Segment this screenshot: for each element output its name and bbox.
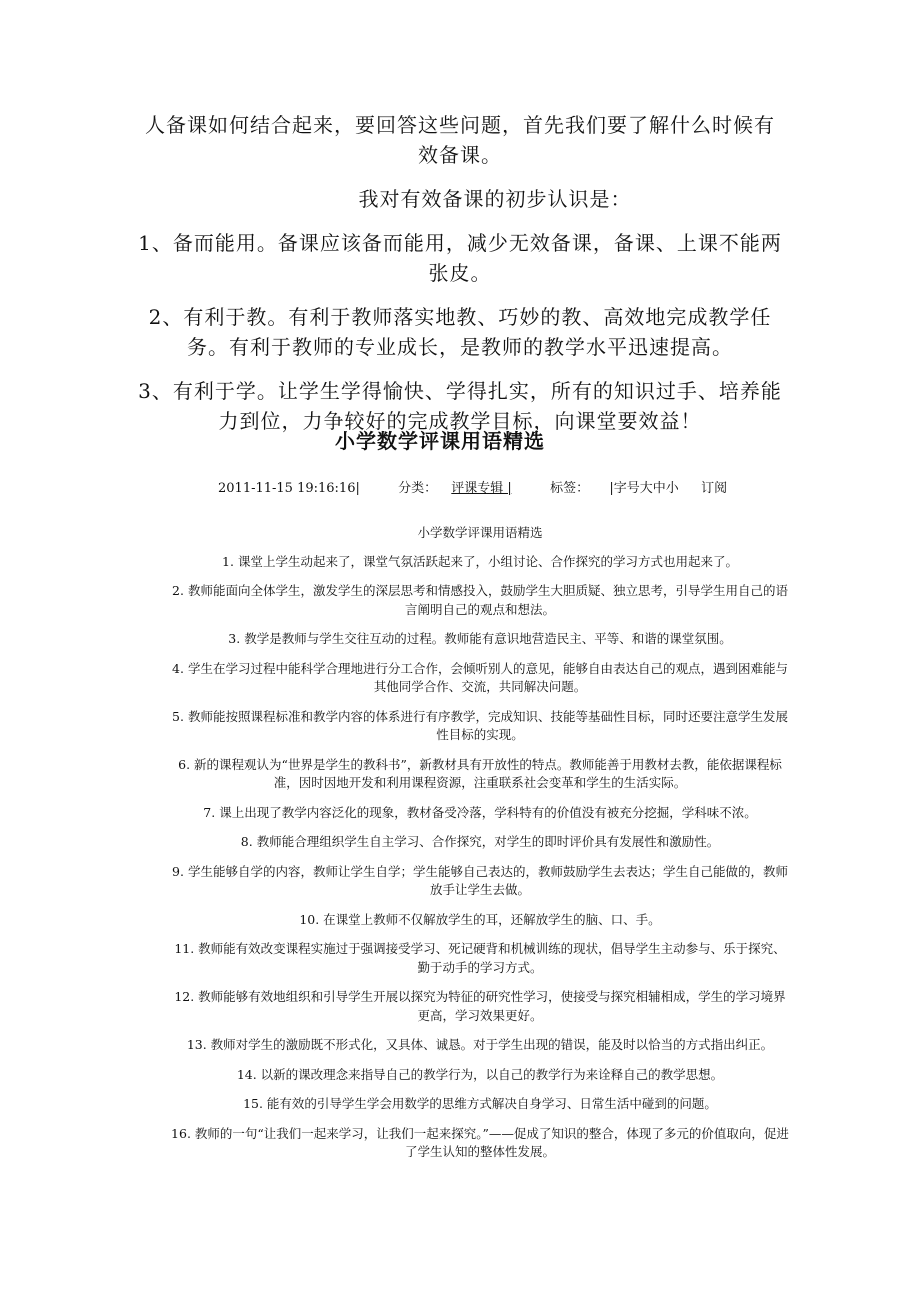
font-size-control[interactable]: |字号大中小 [609, 481, 679, 496]
point-item-3: 3、有利于学。让学生学得愉快、学得扎实，所有的知识过手、培养能力到位，力争较好的完成教学目标，向课堂要效益！ [138, 379, 782, 433]
article-body [170, 524, 790, 1173]
top-section [135, 110, 785, 450]
list-item: 3. 教学是教师与学生交往互动的过程。教师能有意识地营造民主、平等、和谐的课堂氛围。 [228, 631, 732, 646]
category-link[interactable]: 评课专辑 | [451, 481, 512, 496]
list-item: 6. 新的课程观认为“世界是学生的教科书”，新教材具有开放性的特点。教师能善于用教材去教，能依据课程标准，因时因地开发和利用课程资源，注重联系社会变革和学生的生活实际。 [178, 756, 782, 790]
subscribe-link[interactable]: 订阅 [701, 481, 728, 496]
list-item: 9. 学生能够自学的内容，教师让学生自学；学生能够自己表达的，教师鼓励学生去表达；学生自己能做的，教师放手让学生去做。 [172, 863, 788, 897]
lead-line: 我对有效备课的初步认识是： [358, 187, 632, 211]
tags-label: 标签： [550, 481, 590, 496]
list-item: 8. 教师能合理组织学生自主学习、合作探究，对学生的即时评价具有发展性和激励性。 [240, 834, 720, 849]
category-label: 分类： [398, 481, 438, 496]
point-item-1: 1、备而能用。备课应该备而能用，减少无效备课，备课、上课不能两张皮。 [138, 231, 782, 285]
article-subtitle: 小学数学评课用语精选 [417, 525, 543, 540]
list-item: 7. 课上出现了教学内容泛化的现象，教材备受冷落，学科特有的价值没有被充分挖掘，学科味不浓。 [203, 804, 757, 820]
list-item: 11. 教师能有效改变课程实施过于强调接受学习、死记硬背和机械训练的现状，倡导学生主动参与、乐于探究、勤于动手的学习方式。 [174, 941, 786, 975]
list-item: 5. 教师能按照课程标准和教学内容的体系进行有序教学，完成知识、技能等基础性目标，同时还要注意学生发展性目标的实现。 [172, 708, 788, 742]
list-item: 13. 教师对学生的激励既不形式化，又具体、诚恳。对于学生出现的错误，能及时以恰当的方式指出纠正。 [186, 1037, 774, 1052]
post-datetime: 2011-11-15 19:16:16| [218, 481, 360, 496]
list-item: 2. 教师能面向全体学生，激发学生的深层思考和情感投入，鼓励学生大胆质疑、独立思考，引导学生用自己的语言阐明自己的观点和想法。 [172, 583, 788, 617]
list-item: 12. 教师能够有效地组织和引导学生开展以探究为特征的研究性学习，使接受与探究相辅相成，学生的学习境界更高，学习效果更好。 [174, 989, 786, 1023]
list-item: 14. 以新的课改理念来指导自己的教学行为，以自己的教学行为来诠释自己的教学思想。 [236, 1066, 724, 1082]
list-item: 15. 能有效的引导学生学会用数学的思维方式解决自身学习、日常生活中碰到的问题。 [243, 1096, 717, 1111]
intro-paragraph: 人备课如何结合起来，要回答这些问题，首先我们要了解什么时候有效备课。 [145, 113, 775, 167]
point-item-2: 2、有利于教。有利于教师落实地教、巧妙的教、高效地完成教学任务。有利于教师的专业成长，是教师的教学水平迅速提高。 [148, 305, 772, 359]
list-item: 4. 学生在学习过程中能科学合理地进行分工合作，会倾听别人的意见，能够自由表达自己的观点，遇到困难能与其他同学合作、交流，共同解决问题。 [172, 660, 788, 694]
list-item: 16. 教师的一句“让我们一起来学习，让我们一起来探究。”——促成了知识的整合，体现了多元的价值取向，促进了学生认知的整体性发展。 [171, 1125, 789, 1159]
list-item: 10. 在课堂上教师不仅解放学生的耳，还解放学生的脑、口、手。 [299, 911, 661, 927]
list-item: 1. 课堂上学生动起来了，课堂气氛活跃起来了，小组讨论、合作探究的学习方式也用起来了。 [222, 553, 738, 569]
article-meta [218, 477, 727, 496]
article-title: 小学数学评课用语精选 [335, 429, 545, 453]
